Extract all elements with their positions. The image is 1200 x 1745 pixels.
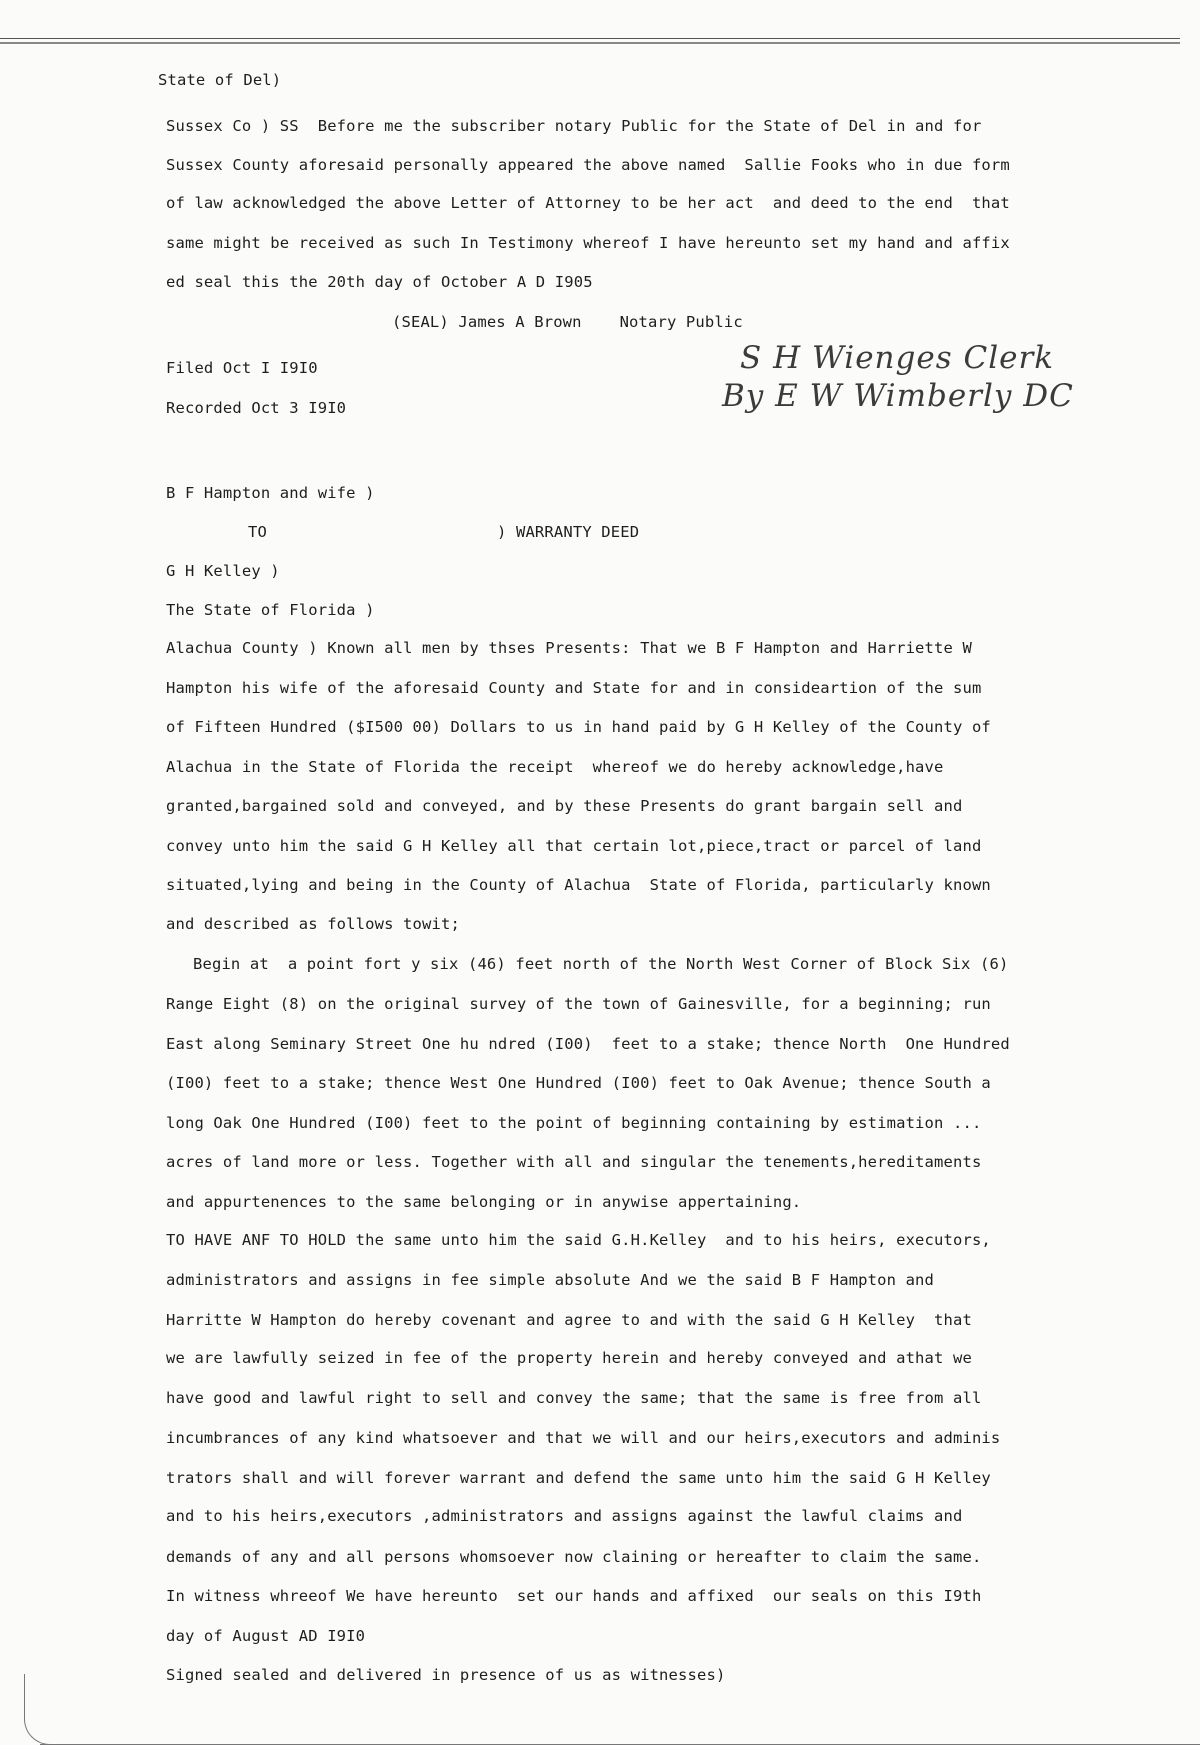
text-line: incumbrances of any kind whatsoever and that we will and our heirs,executors and adminis xyxy=(166,1429,1001,1447)
text-line: (I00) feet to a stake; thence West One Hundred (I00) feet to Oak Avenue; thence South a xyxy=(166,1074,991,1092)
text-line: convey unto him the said G H Kelley all that certain lot,piece,tract or parcel of land xyxy=(166,837,982,855)
text-line: Range Eight (8) on the original survey of the town of Gainesville, for a beginning; run xyxy=(166,995,991,1013)
text-line: (SEAL) James A Brown Notary Public xyxy=(392,313,743,331)
text-line: B F Hampton and wife ) xyxy=(166,484,375,502)
text-line: Signed sealed and delivered in presence of us as witnesses) xyxy=(166,1666,726,1684)
text-line: and appurtenences to the same belonging or in anywise appertaining. xyxy=(166,1193,802,1211)
text-line: East along Seminary Street One hu ndred (I00) feet to a stake; thence North One Hundred xyxy=(166,1035,1010,1053)
page-corner xyxy=(24,1674,55,1745)
text-line: ed seal this the 20th day of October A D I905 xyxy=(166,273,593,291)
text-line: situated,lying and being in the County of Alachua State of Florida, particularly known xyxy=(166,876,991,894)
clerk-signature: S H Wienges Clerk xyxy=(740,340,1055,376)
text-line: administrators and assigns in fee simple absolute And we the said B F Hampton and xyxy=(166,1271,935,1289)
text-line: of law acknowledged the above Letter of Attorney to be her act and deed to the end that xyxy=(166,194,1010,212)
text-line: acres of land more or less. Together with all and singular the tenements,hereditaments xyxy=(166,1153,982,1171)
deputy-signature: By E W Wimberly DC xyxy=(722,378,1074,414)
text-line: have good and lawful right to sell and convey the same; that the same is free from all xyxy=(166,1389,982,1407)
text-line: and to his heirs,executors ,administrators and assigns against the lawful claims and xyxy=(166,1507,963,1525)
text-line: The State of Florida ) xyxy=(166,601,375,619)
text-line: TO HAVE ANF TO HOLD the same unto him the said G.H.Kelley and to his heirs, executors, xyxy=(166,1231,991,1249)
text-line: granted,bargained sold and conveyed, and by these Presents do grant bargain sell and xyxy=(166,797,963,815)
text-line: Sussex Co ) SS Before me the subscriber notary Public for the State of Del in and for xyxy=(166,117,982,135)
text-line: we are lawfully seized in fee of the property herein and hereby conveyed and athat we xyxy=(166,1349,972,1367)
text-line: In witness whreeof We have hereunto set our hands and affixed our seals on this I9th xyxy=(166,1587,982,1605)
text-line: State of Del) xyxy=(158,71,282,89)
text-line: long Oak One Hundred (I00) feet to the point of beginning containing by estimation ... xyxy=(166,1114,982,1132)
text-line: Alachua County ) Known all men by thses Presents: That we B F Hampton and Harriette W xyxy=(166,639,972,657)
text-line: Alachua in the State of Florida the receipt whereof we do hereby acknowledge,have xyxy=(166,758,944,776)
text-line: TO xyxy=(248,523,267,541)
text-line: same might be received as such In Testimony whereof I have hereunto set my hand and affix xyxy=(166,234,1010,252)
text-line: Filed Oct I I9I0 xyxy=(166,359,318,377)
text-line: Begin at a point fort y six (46) feet north of the North West Corner of Block Six (6) xyxy=(193,955,1009,973)
text-line: ) WARRANTY DEED xyxy=(497,523,640,541)
text-line: of Fifteen Hundred ($I500 00) Dollars to us in hand paid by G H Kelley of the County of xyxy=(166,718,991,736)
text-line: demands of any and all persons whomsoever now claining or hereafter to claim the same. xyxy=(166,1548,982,1566)
top-rule-double xyxy=(0,42,1180,44)
text-line: and described as follows towit; xyxy=(166,915,460,933)
text-line: Sussex County aforesaid personally appeared the above named Sallie Fooks who in due form xyxy=(166,156,1010,174)
text-line: G H Kelley ) xyxy=(166,562,280,580)
text-line: Harritte W Hampton do hereby covenant and agree to and with the said G H Kelley that xyxy=(166,1311,972,1329)
text-line: Hampton his wife of the aforesaid County and State for and in consideartion of the sum xyxy=(166,679,982,697)
text-line: Recorded Oct 3 I9I0 xyxy=(166,399,347,417)
text-line: trators shall and will forever warrant and defend the same unto him the said G H Kelley xyxy=(166,1469,991,1487)
text-line: day of August AD I9I0 xyxy=(166,1627,366,1645)
top-rule xyxy=(0,38,1180,39)
